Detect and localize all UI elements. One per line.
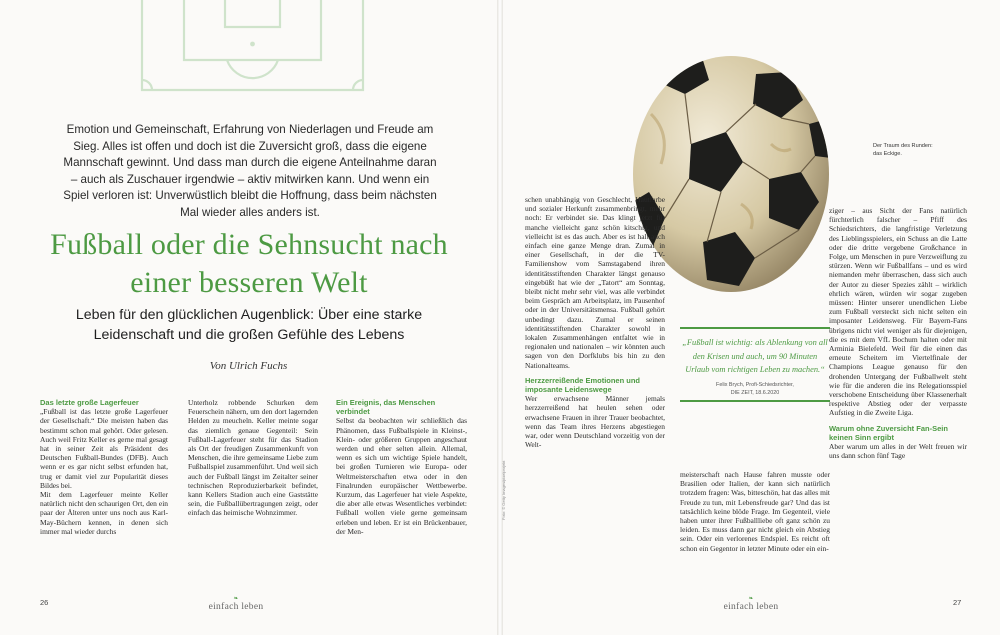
brand-name: einfach leben	[208, 602, 264, 612]
article-headline: Fußball oder die Sehnsucht nach einer besseren Welt	[50, 228, 448, 299]
football-pitch-illustration	[140, 0, 365, 92]
body-paragraph: Mit dem Lagerfeuer meinte Keller natürlich nicht den schaurigen Ort, den ein paar der Älteren unter uns noch aus Karl-May-Büchern kennen, in denen sich immer mal wieder durchs	[40, 490, 168, 536]
author-byline: Von Ulrich Fuchs	[209, 360, 288, 372]
left-column-1	[40, 398, 168, 584]
section-heading: Ein Ereignis, das Menschen verbindet	[336, 398, 436, 417]
intro-text: Emotion und Gemeinschaft, Erfahrung von Niederlagen und Freude am Sieg. Alles ist offen und doch ist die Zuversicht groß, dass die eigene Mannschaft gewinnt. Und dass man durch die eigene Anteilnahme daran – auch als Zuschauer irgendwie – aktiv mitwirken kann. Und wenn ein Spiel verloren ist: Unverwüstlich bleibt die Hoffnung, dass beim nächsten Mal wieder alles anders ist.	[63, 123, 437, 219]
body-paragraph: schen unabhängig von Geschlecht, Hautfarbe und sozialer Herkunft zusammenbringt, mehr noch: Er verbindet sie. Das klingt jetzt für manche vielleicht ganz schön kitschig, und vielleicht ist es das auch. Aber es ist halt auch einfach eine ganze Menge dran. Zumal in einer Gesellschaft, in der die TV-Familienshow vom Samstagabend ihren identitätsstiftenden Charakter längst genauso eingebüßt hat wie der „Tatort“ am Sonntag, bleibt nicht mehr sehr viel, was alle verbindet beim Gespräch am Arbeitsplatz, im Pausenhof oder in der Universitätsmensa. Fußball gehört unbedingt dazu. Zumal er seinen identitätsstiftenden Charakter sowohl in lokalen Zusammenhängen entfaltet wie in regionalen und nationalen – wir könnten auch sagen von den Dorfklubs bis hin zu den Nationalteams.	[525, 195, 665, 370]
body-paragraph: Aber warum um alles in der Welt freuen wir uns dann schon fünf Tage	[829, 442, 967, 461]
photo-credit: Foto: © Getty Images/pixelprojekt	[501, 460, 506, 520]
body-paragraph: ziger – aus Sicht der Fans natürlich fürchterlich falscher – Pfiff des Schiedsrichters, die langfristige Verletzung des Lieblingsspielers, ein Schuss an die Latte oder die dritte vergebene Großchance in Folge, um Menschen in pure Verzweiflung zu stürzen. Wenn wir Fußballfans – und es wird niemanden mehr überraschen, dass sich auch der Autor zu dieser Spezies zählt – wirklich ehrlich wären, würden wir sogar zugeben müssen: Hinter unserer unendlichen Liebe zum Fußball versteckt sich nicht selten ein imposanter Leidensweg. Für Bayern-Fans übrigens nicht viel weniger als für diejenigen, die es mit dem VfL Bochum halten oder mit Arminia Bielefeld. Weil für die einen das erneute Scheitern im Viertelfinale der Champions League genauso für den drohenden Untergang der Fußballwelt steht wie für die anderen die ins Relegationsspiel verschobene Entscheidung über Klassenerhalt respektive Abstieg oder der verpasste Aufstieg in die Zweite Liga.	[829, 206, 967, 418]
quote-rule-bottom	[680, 400, 830, 402]
pull-quote	[680, 327, 830, 402]
body-paragraph: „Fußball ist das letzte große Lagerfeuer der Gesellschaft.“ Die meisten haben das bestimmt schon mal gehört. Oder gelesen. Auch weil Fritz Keller es gerne mal gesagt hat in seiner Zeit als Präsident des Deutschen Fußball-Bundes (DFB). Auch wenn er es gar nicht selbst erfunden hat, trug er damit viel zur Popularität dieses Bildes bei.	[40, 407, 168, 490]
brand-logo	[711, 596, 791, 612]
right-column-1	[525, 195, 665, 585]
body-paragraph: Wer erwachsene Männer jemals herzzerreißend hat heulen sehen oder erwachsene Frauen in ihrer Trauer beobachtet, wenn das Team ihres Herzens abgestiegen war, oder wenn Deutschland vorzeitig von der Welt-	[525, 394, 665, 450]
page-number: 26	[40, 598, 49, 607]
body-paragraph: Selbst da beobachten wir schließlich das Phänomen, dass Fußballspiele in Kleinst-, Klein- oder größeren Gruppen angeschaut werden und eher selten allein. Allemal, wenn es sich um wichtige Spiele handelt, bei großen Turnieren wie Europa- oder Weltmeisterschaften etwa oder in den Finalrunden europäischer Wettbewerbe. Kurzum, das Lagerfeuer hat viele Aspekte, die aber alle etwas Wesentliches verbindet: Fußball wollen viele gerne gemeinsam erleben und leben. Er ist ein Brückenbauer, der Men-	[336, 416, 467, 536]
body-paragraph: meisterschaft nach Hause fahren musste oder Brasilien oder Italien, der kann sich natürlich trotzdem fragen: Was, bitteschön, hat das alles mit Freude zu tun, mit Lebensfreude gar? Und das ist tatsächlich keine blöde Frage. Im Gegenteil, viele haben unter ihrer Fußballliebe oft ganz schön zu leiden. Es muss dann gar nicht gleich ein Abstieg sein. Oder ein verlorenes Endspiel. Es reicht oft schon ein Gegentor in letzter Minute oder ein ein-	[680, 470, 830, 553]
quote-source-publication: DIE ZEIT, 18.6.2020	[730, 389, 780, 396]
quote-source	[680, 381, 830, 397]
article-subheadline: Leben für den glücklichen Augenblick: Über eine starke Leidenschaft und die großen Gefühle des Lebens	[75, 307, 423, 343]
body-paragraph: Unterholz robbende Schurken dem Feuerschein nähern, um den dort lagernden Helden zu meucheln. Keller meinte sogar das ziemlich genaue Gegenteil: Sein Fußball-Lagerfeuer steht für das Stadion als Ort der freudigen Zusammenkunft von Menschen, die ihre gemeinsame Liebe zum Fußballspiel zusammenführt. Und weil sich auch der Fußball längst im Zeitalter seiner technischen Reproduzierbarkeit befindet, kann Kellers Stadion auch eine Gaststätte sein, die Fußballübertragungen zeigt, oder einfach das heimische Wohnzimmer.	[188, 398, 318, 518]
brand-logo	[196, 596, 276, 612]
section-heading: Das letzte große Lagerfeuer	[40, 398, 139, 407]
section-heading: Herzzerreißende Emotionen und imposante Leidenswege	[525, 375, 641, 395]
left-column-3	[336, 398, 467, 584]
right-column-3	[829, 206, 967, 584]
leaf-icon: ❧	[748, 596, 754, 602]
section-heading: Warum ohne Zuversicht Fan-Sein keinen Sinn ergibt	[829, 423, 948, 442]
quote-source-name: Felix Brych, Profi-Schiedsrichter,	[716, 381, 794, 388]
left-page	[0, 0, 497, 635]
page-number: 27	[953, 598, 962, 607]
quote-text: „Fußball ist wichtig: als Ablenkung von all den Krisen und auch, um 90 Minuten Urlaub vom richtigen Leben zu machen.“	[682, 338, 828, 374]
right-page	[503, 0, 1000, 635]
leaf-icon: ❧	[233, 596, 239, 602]
left-column-2	[188, 398, 318, 584]
right-column-2	[680, 470, 830, 584]
brand-name: einfach leben	[723, 602, 779, 612]
image-caption: Der Traum des Runden: das Eckige.	[873, 143, 933, 157]
quote-rule-top	[680, 327, 830, 329]
